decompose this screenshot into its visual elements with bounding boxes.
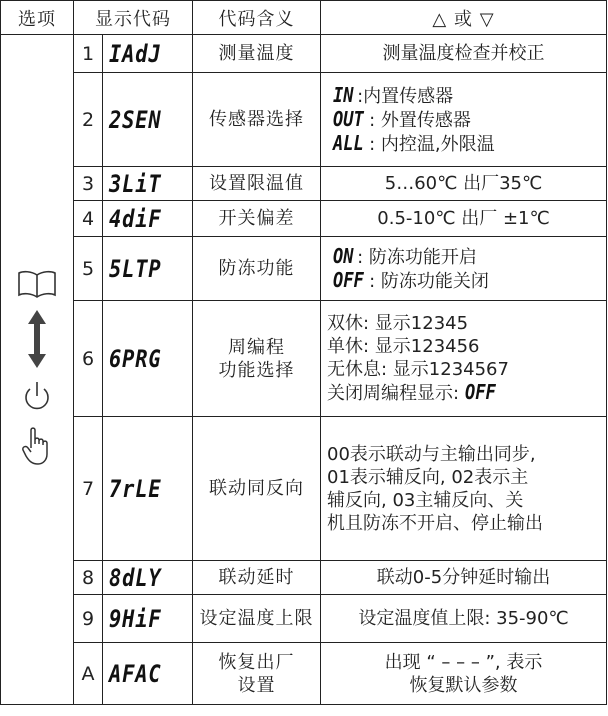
table-row <box>1 167 607 201</box>
description-line <box>327 84 600 108</box>
option-code: OFF <box>333 267 364 292</box>
code-meaning-line: 设置限温值 <box>209 173 304 194</box>
display-code: 9HiF <box>109 604 162 633</box>
adjust-description <box>321 167 607 201</box>
adjust-description <box>321 35 607 73</box>
option-text: : 内控温,外限温 <box>369 133 495 155</box>
code-meaning-line: 测量温度 <box>218 43 295 64</box>
adjust-description <box>321 237 607 301</box>
power-icon <box>21 380 53 418</box>
display-code-cell <box>103 301 193 417</box>
description-line: 5…60℃ 出厂35℃ <box>384 173 543 194</box>
table-row <box>1 35 607 73</box>
option-number: 5 <box>74 237 103 301</box>
display-code-cell <box>103 201 193 237</box>
description-line: 00表示联动与主输出同步, <box>327 443 536 465</box>
table-row <box>1 201 607 237</box>
table-row <box>1 301 607 417</box>
option-text: 关闭周编程显示: <box>327 383 465 404</box>
table-row <box>1 561 607 595</box>
display-code-cell <box>103 595 193 643</box>
header-adjust: △ 或 ▽ <box>321 1 607 35</box>
adjust-description <box>321 561 607 595</box>
table-row <box>1 595 607 643</box>
adjust-description <box>321 643 607 705</box>
header-display-code: 显示代码 <box>74 1 193 35</box>
header-option: 选项 <box>1 1 74 35</box>
option-number: 7 <box>74 417 103 561</box>
book-icon <box>17 270 57 302</box>
adjust-description <box>321 417 607 561</box>
code-meaning-line: 联动延时 <box>218 567 295 588</box>
option-number: 8 <box>74 561 103 595</box>
display-code: IAdJ <box>109 39 162 68</box>
description-line: 测量温度检查并校正 <box>382 43 545 64</box>
display-code-cell <box>103 237 193 301</box>
adjust-description <box>321 201 607 237</box>
code-meaning-line: 恢复出厂 <box>218 651 295 673</box>
adjust-description <box>321 301 607 417</box>
display-code-cell <box>103 167 193 201</box>
code-meaning-line: 功能选择 <box>218 359 295 381</box>
code-meaning <box>193 643 321 705</box>
option-number: 3 <box>74 167 103 201</box>
description-line <box>327 108 600 132</box>
display-code-cell <box>103 35 193 73</box>
code-meaning <box>193 237 321 301</box>
option-text: :内置传感器 <box>357 85 454 107</box>
code-meaning <box>193 167 321 201</box>
option-code: IN <box>333 82 354 107</box>
option-number: 4 <box>74 201 103 237</box>
code-meaning-line: 周编程 <box>228 336 285 358</box>
display-code: 8dLY <box>109 563 162 592</box>
description-line: 双休: 显示12345 <box>327 313 469 334</box>
option-code: OUT <box>333 106 364 131</box>
display-code: 5LTP <box>109 254 162 283</box>
code-meaning-line: 联动同反向 <box>209 478 304 499</box>
description-line: 单休: 显示123456 <box>327 336 480 357</box>
table-row <box>1 643 607 705</box>
code-meaning-line: 传感器选择 <box>209 109 304 130</box>
table-row <box>1 417 607 561</box>
option-text: : 防冻功能关闭 <box>369 270 489 292</box>
code-meaning-line: 设置 <box>237 674 276 696</box>
code-meaning <box>193 301 321 417</box>
description-line: 0.5-10℃ 出厂 ±1℃ <box>377 208 550 229</box>
option-number: A <box>74 643 103 705</box>
code-meaning <box>193 201 321 237</box>
option-number: 2 <box>74 73 103 167</box>
up-down-arrow-icon <box>27 310 47 372</box>
option-number: 9 <box>74 595 103 643</box>
display-code-cell <box>103 643 193 705</box>
option-text: : 防冻功能开启 <box>357 246 477 268</box>
code-meaning-line: 设定温度上限 <box>199 608 314 629</box>
table-header-row <box>1 1 607 35</box>
display-code-cell <box>103 73 193 167</box>
display-code: 6PRG <box>109 344 162 373</box>
option-code: OFF <box>464 380 496 404</box>
adjust-description <box>321 73 607 167</box>
description-line: 设定温度值上限: 35-90℃ <box>358 608 569 629</box>
description-line <box>327 132 600 156</box>
description-line: 无休息: 显示1234567 <box>327 359 509 380</box>
description-line: 恢复默认参数 <box>409 674 518 696</box>
code-meaning <box>193 595 321 643</box>
option-code: ALL <box>333 130 364 155</box>
description-line: 出现 “ – – – ”, 表示 <box>384 651 543 673</box>
description-line: 联动0-5分钟延时输出 <box>376 567 551 588</box>
adjust-description <box>321 595 607 643</box>
code-meaning <box>193 73 321 167</box>
option-text: : 外置传感器 <box>369 109 471 131</box>
option-code: ON <box>333 243 354 268</box>
code-meaning <box>193 35 321 73</box>
display-code: 3LiT <box>109 169 162 198</box>
code-meaning-line: 防冻功能 <box>218 258 295 279</box>
display-code-cell <box>103 417 193 561</box>
icon-column <box>1 35 74 705</box>
hand-pointer-icon <box>20 426 54 470</box>
display-code: AFAC <box>109 659 162 688</box>
display-code-cell <box>103 561 193 595</box>
code-meaning <box>193 417 321 561</box>
option-number: 1 <box>74 35 103 73</box>
icon-stack <box>1 270 73 470</box>
header-meaning: 代码含义 <box>193 1 321 35</box>
code-meaning-line: 开关偏差 <box>218 208 295 229</box>
table-row <box>1 237 607 301</box>
display-code: 4diF <box>109 204 162 233</box>
description-line: 辅反向, 03主辅反向、关 <box>327 489 524 511</box>
option-number: 6 <box>74 301 103 417</box>
display-code: 2SEN <box>109 105 162 134</box>
description-line: 01表示辅反向, 02表示主 <box>327 466 529 488</box>
description-line: 机且防冻不开启、停止输出 <box>327 512 543 534</box>
code-meaning <box>193 561 321 595</box>
description-line <box>327 245 600 269</box>
description-line <box>327 381 600 405</box>
table-row <box>1 73 607 167</box>
description-line <box>327 269 600 293</box>
display-code: 7rLE <box>109 474 162 503</box>
